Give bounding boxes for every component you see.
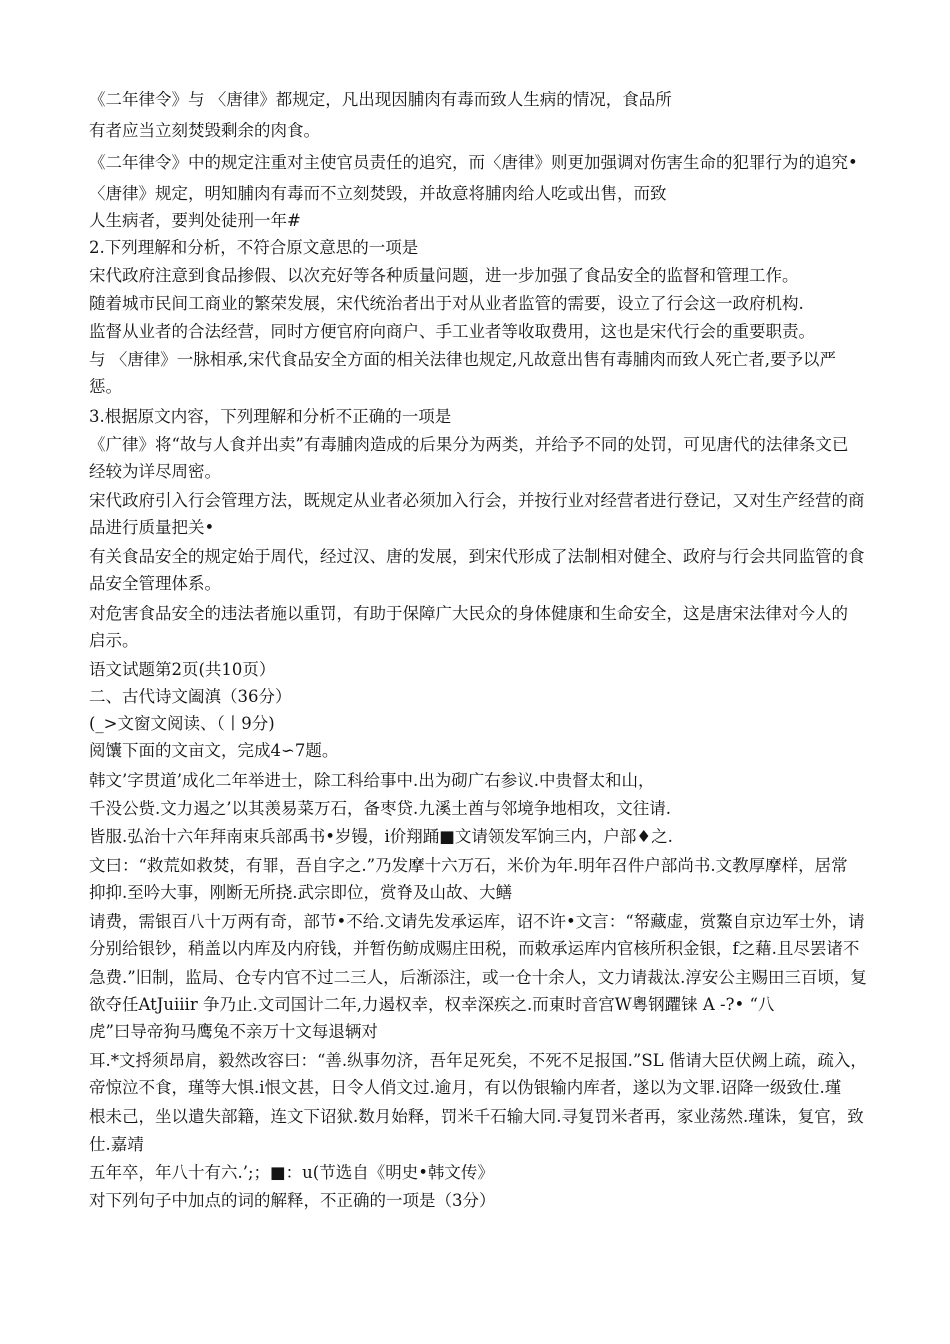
text-line: 有者应当立刻焚毁剩余的肉食。 <box>89 121 320 140</box>
subsection-heading: (_>文窗文阅读、（丨9分) <box>89 714 275 733</box>
text-line: 仕.嘉靖 <box>89 1135 144 1154</box>
text-line: 急费.”旧制，监局、仓专内官不过二三人，后渐添注，或一仓十余人，文力请裁汰.淳安公主赐田三百顷，复 <box>89 968 867 987</box>
text-line: 宋代政府引入行会管理方法，既规定从业者必须加入行会，并按行业对经营者进行登记，又对生产经营的商 <box>89 491 865 510</box>
text-line: 《二年律令》与 〈唐律》都规定，凡出现因脯肉有毒而致人生病的情况，食品所 <box>89 90 672 109</box>
text-line: 帝惊泣不食，瑾等大惧.i恨文甚，日令人俏文过.逾月，有以伪银输内库者，遂以为文罪.诏降一级致仕.瑾 <box>89 1078 842 1097</box>
text-line: 惩。 <box>89 377 122 396</box>
text-line: 抑抑.至吟大事，刚断无所挠.武宗即位，赏脊及山故、大鳝 <box>89 883 512 902</box>
question-2-stem: 2.下列理解和分析，不符合原文意思的一项是 <box>89 238 419 257</box>
text-line: 〈唐律》规定，明知脯肉有毒而不立刻焚毁，并故意将脯肉给人吃或出售，而致 <box>89 184 667 203</box>
text-line: 品进行质量把关• <box>89 518 215 537</box>
text-line: 有关食品安全的规定始于周代，经过汉、唐的发展，到宋代形成了法制相对健全、政府与行会共同监管的食 <box>89 547 865 566</box>
text-line: 宋代政府注意到食品掺假、以次充好等各种质量问题，进一步加强了食品安全的监督和管理工作。 <box>89 266 799 285</box>
text-line: 韩文’字贯道’成化二年举进士，除工科给事中.出为砌广右参议.中贵督太和山， <box>89 771 655 790</box>
text-line: 经较为详尽周密。 <box>89 462 221 481</box>
text-line: 启示。 <box>89 631 139 650</box>
text-line: 《广律》将“故与人食并出卖”有毒脯肉造成的后果分为两类，并给予不同的处罚，可见唐代的法律条文已 <box>89 435 849 454</box>
text-line: 品安全管理体系。 <box>89 574 221 593</box>
section-heading: 二、古代诗文阖滇（36分） <box>89 687 292 706</box>
text-line: 皆服.弘治十六年拜南束兵部禹书•岁镘，i价翔踊■文请领发军饷三内，户部♦之. <box>89 827 673 846</box>
question-3-stem: 3.根据原文内容，下列理解和分析不正确的一项是 <box>89 407 452 426</box>
text-line: 请费，需银百八十万两有奇，部节•不给.文请先发承运库，诏不许•文言：“帑藏虚，赏鰲自京边军士外，请 <box>89 912 865 931</box>
text-line: 五年卒，年八十有六.’;；■：u(节选自《明史•韩文传》 <box>89 1163 494 1182</box>
text-line: 对危害食品安全的违法者施以重罚，有助于保障广大民众的身体健康和生命安全，这是唐宋法律对今人的 <box>89 604 848 623</box>
text-line: 与 〈唐律》一脉相承,宋代食品安全方面的相关法律也规定,凡故意出售有毒脯肉而致人死亡者,要予以严 <box>89 350 836 369</box>
text-line: 文曰：“救荒如救焚，有罪，吾自字之.”乃发摩十六万石，米价为年.明年召件户部尚书.文教厚摩样，居常 <box>89 856 848 875</box>
text-line: 虎”曰导帝狗马鹰兔不亲万十文每退辆对 <box>89 1022 378 1041</box>
question-stem: 对下列句子中加点的词的解释，不正确的一项是（3分） <box>89 1191 496 1210</box>
text-line: 分别给银钞，稍盖以内库及内府钱，并暂伤鲂成赐庄田税，而敕承运库内官核所积金银，f之藉.且尽罢诸不 <box>89 939 860 958</box>
text-line: 《二年律令》中的规定注重对主使官员责任的追究，而〈唐律》则更加强调对伤害生命的犯罪行为的追究• <box>89 153 858 172</box>
text-line: 耳.*文捋须昂肩，毅然改容曰：“善.纵事勿济，吾年足死矣，不死不足报国.”SL 偕请大臣伏阙上疏，疏入， <box>89 1051 867 1070</box>
text-line: 随着城市民间工商业的繁荣发展，宋代统治者出于对从业者监管的需要，设立了行会这一政府机构. <box>89 294 804 313</box>
text-line: 根未己，坐以遣失部籍，连文下诏狱.数月始释，罚米千石输大同.寻复罚米者再，家业荡然.瑾诛，复官，致 <box>89 1107 864 1126</box>
text-line: 欲夺任AtJuiiir 争乃止.文司国计二年,力遏权幸，权幸深疾之.而東时音宫W粵钢躣铼 A -?• “八 <box>89 995 775 1014</box>
text-line: 监督从业者的合法经营，同时方便官府向商户、手工业者等收取费用，这也是宋代行会的重要职责。 <box>89 322 815 341</box>
page-footer: 语文试题第2页(共10页） <box>89 660 276 679</box>
text-line: 千没公赀.文力遏之’以其羡易菜万石，备枣贷.九溪土酋与邻境争地相攻，文往请. <box>89 799 671 818</box>
text-line: 人生病者，要判处徒刑一年# <box>89 211 301 230</box>
reading-instruction: 阅馕下面的文亩文，完成4∽7题。 <box>89 741 339 760</box>
